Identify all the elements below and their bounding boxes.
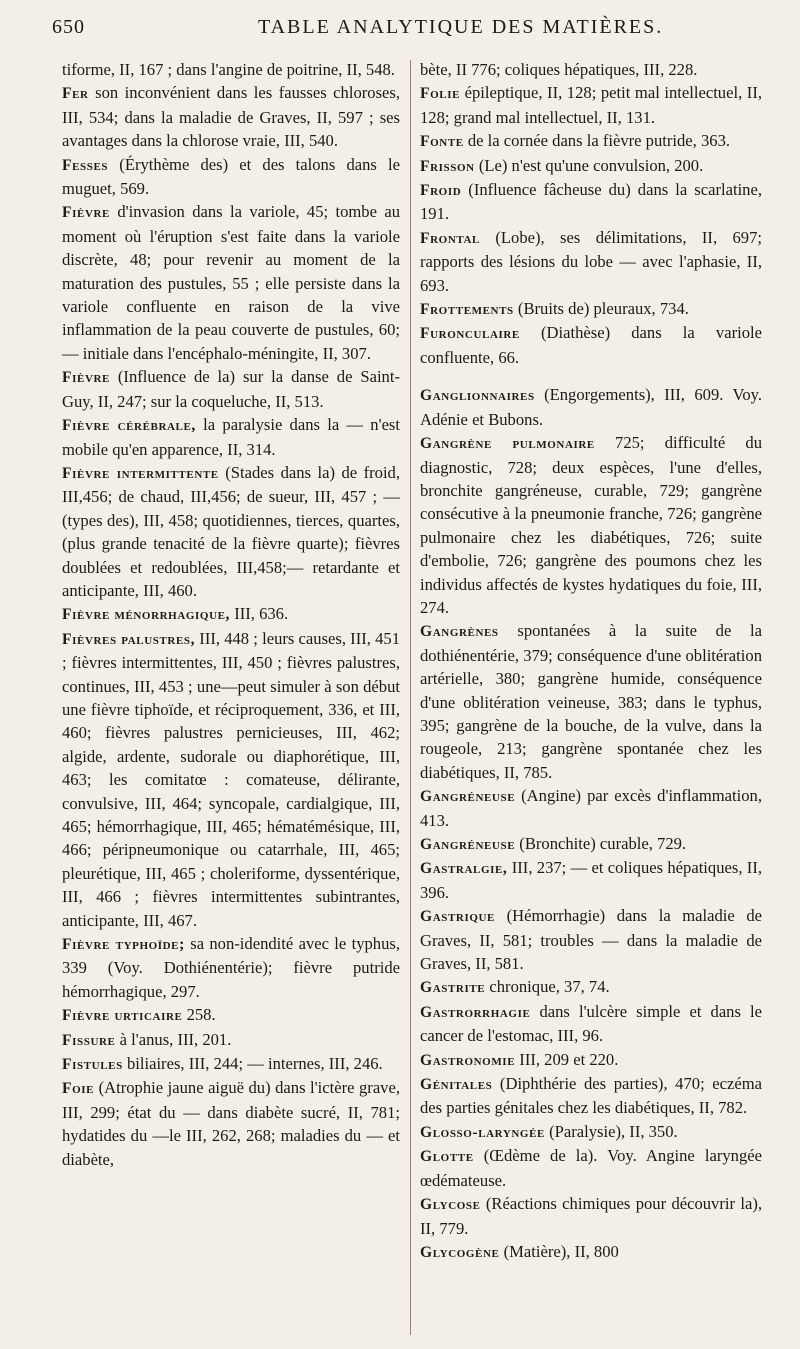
index-entry xyxy=(62,627,400,932)
entry-text: (Paralysie), II, 350. xyxy=(544,1121,678,1141)
entry-headword: Froid xyxy=(420,182,462,200)
entry-text: son inconvénient dans les fausses chloroses, III, 534; dans la maladie de Graves, II, 597 ; ses avantages dans la chlorose vraie, III, 540. xyxy=(62,83,400,151)
index-entry xyxy=(62,1003,400,1027)
entry-headword: Gangréneuse xyxy=(420,836,516,853)
entry-headword: Frontal xyxy=(420,229,480,247)
index-entry xyxy=(420,431,762,619)
index-entry xyxy=(62,602,400,626)
index-entry xyxy=(420,619,762,784)
index-entry xyxy=(420,321,762,369)
entry-text: (Engorgements), III, 609. Voy. Adénie et Bubons. xyxy=(420,385,762,429)
entry-headword: Fièvre xyxy=(62,204,110,222)
entry-headword: Gangrène pulmonaire xyxy=(420,435,595,453)
index-entry xyxy=(420,383,762,431)
entry-headword: Furonculaire xyxy=(420,325,520,343)
index-entry xyxy=(62,58,400,81)
entry-text: (Angine) par excès d'inflammation, 413. xyxy=(420,786,762,830)
entry-text: (Bronchite) curable, 729. xyxy=(515,834,687,853)
index-entry xyxy=(62,153,400,201)
entry-text: de la cornée dans la fièvre putride, 363. xyxy=(463,131,731,151)
index-entry xyxy=(420,975,762,999)
entry-headword: Gastrique xyxy=(420,908,495,926)
entry-headword: Fissure xyxy=(62,1031,116,1049)
entry-text: (Bruits de) pleuraux, 734. xyxy=(513,299,689,319)
index-entry xyxy=(62,1052,400,1076)
index-entry xyxy=(420,904,762,975)
entry-headword: Frottements xyxy=(420,301,514,319)
entry-headword: Glotte xyxy=(420,1148,474,1166)
entry-text: (Influence fâcheuse du) dans la scarlatine, 191. xyxy=(420,180,762,224)
index-entry xyxy=(62,1076,400,1171)
entry-text: (Réactions chimiques pour découvrir la), II, 779. xyxy=(420,1194,762,1238)
entry-text: (Lobe), ses délimitations, II, 697; rapports des lésions du lobe — avec l'aphasie, II, 693. xyxy=(420,227,762,295)
entry-headword: Fièvre ménorrhagique, xyxy=(62,606,231,624)
entry-text: chronique, 37, 74. xyxy=(485,977,610,997)
entry-text: (Stades dans la) de froid, III,456; de chaud, III,456; de sueur, III, 457 ; — (types des), III, 458; quotidiennes, tierces, quartes, (plus grande tenacité de la fièvre quarte); fièvres doublées et redoublées, III,458;— retardante et anticipante, III, 460. xyxy=(62,462,401,600)
index-entry xyxy=(420,297,762,321)
entry-text: (Érythème des) et des talons dans le muguet, 569. xyxy=(62,154,400,199)
index-entry xyxy=(420,1240,762,1264)
entry-headword: Fistules xyxy=(62,1056,123,1074)
index-entry xyxy=(420,832,762,856)
entry-headword: Fièvres palustres, xyxy=(62,630,196,648)
index-column-right xyxy=(420,58,762,1264)
entry-text: (Influence de la) sur la danse de Saint-Guy, II, 247; sur la coqueluche, II, 513. xyxy=(62,367,400,411)
entry-text: épileptique, II, 128; petit mal intellectuel, II, 128; grand mal intellectuel, II, 131. xyxy=(420,83,762,127)
entry-text: (Diphthérie des parties), 470; eczéma des parties génitales chez les diabétiques, II, 782. xyxy=(420,1074,762,1118)
running-title: TABLE ANALYTIQUE DES MATIÈRES. xyxy=(258,16,664,38)
entry-text: (Hémorrhagie) dans la maladie de Graves, II, 581; troubles — dans la maladie de Graves, II, 581. xyxy=(420,906,762,974)
index-entry xyxy=(420,81,762,129)
entry-text: III, 448 ; leurs causes, III, 451 ; fièvres intermittentes, III, 450 ; fièvres palustres, continues, III, 453 ; une—peut simuler à son début une fièvre tiphoïde, et réciproquement, 336, et III, 460; fièvres palustres pernicieuses, III, 462; algide, ardente, sudorale ou diaphorétique, III, 463; les comitatœ : comateuse, délirante, convulsive, III, 464; syncopale, cardialgique, III, 465; hémorrhagique, III, 465; hématémésique, III, 466; péripneumonique ou catarrhale, III, 465; pleurétique, III, 465 ; choleriforme, dyssentérique, III, 466 ; fièvres intermittentes subintrantes, anticipante, III, 467. xyxy=(62,628,400,930)
index-entry xyxy=(62,461,400,602)
entry-headword: Gastronomie xyxy=(420,1051,516,1069)
entry-headword: Folie xyxy=(420,85,461,103)
index-entry xyxy=(420,226,762,297)
entry-text: III, 237; — et coliques hépatiques, II, 396. xyxy=(420,858,762,902)
entry-text: bète, II 776; coliques hépatiques, III, 228. xyxy=(420,60,698,79)
index-entry xyxy=(62,365,400,413)
entry-headword: Fonte xyxy=(420,133,464,151)
entry-headword: Ganglionnaires xyxy=(420,387,535,405)
entry-text: d'invasion dans la variole, 45; tombe au moment où l'éruption s'est faite dans la variole discrète, 48; pour revenir au moment de la maturation des pustules, 55 ; elle persiste dans la variole confluente en raison de la vive inflammation de la peau couverte de pustules, 60; — initiale dans l'encéphalo-méningite, II, 307. xyxy=(62,202,400,363)
entry-text: (Diathèse) dans la variole confluente, 66. xyxy=(420,323,762,367)
entry-text: (Atrophie jaune aiguë du) dans l'ictère grave, III, 299; état du — dans diabète sucré, II, 781; hydatides du —le III, 262, 268; maladies du — et diabète, xyxy=(62,1078,400,1169)
entry-headword: Foie xyxy=(62,1080,95,1098)
index-entry xyxy=(420,154,762,178)
index-entry xyxy=(420,1072,762,1120)
index-entry xyxy=(420,1048,762,1072)
entry-text: tiforme, II, 167 ; dans l'angine de poitrine, II, 548. xyxy=(62,60,395,79)
section-gap xyxy=(420,369,762,383)
entry-text: spontanées à la suite de la dothiénentérie, 379; conséquence d'une oblitération artérielle, 380; gangrène humide, conséquence d'une oblitération veineuse, 383; dans le typhus, 395; gangrène de la bouche, de la vulve, dans la rougeole, 213; gangrène spontanée chez les diabétiques, II, 785. xyxy=(420,621,762,782)
index-entry xyxy=(420,1120,762,1144)
entry-headword: Fièvre xyxy=(62,369,110,387)
entry-text: à l'anus, III, 201. xyxy=(115,1029,232,1049)
index-entry xyxy=(62,413,400,461)
entry-text: (Matière), II, 800 xyxy=(499,1241,619,1261)
entry-headword: Fer xyxy=(62,85,89,103)
entry-headword: Fièvre typhoïde; xyxy=(62,936,185,954)
index-entry xyxy=(420,178,762,226)
index-entry xyxy=(62,81,400,152)
entry-headword: Fesses xyxy=(62,156,109,174)
index-entry xyxy=(420,1192,762,1240)
entry-headword: Gastralgie, xyxy=(420,860,508,878)
entry-text: 725; difficulté du diagnostic, 728; deux espèces, l'une d'elles, bronchite gangréneuse, curable, 729; gangrène consécutive à la pneumonie franche, 726; gangrène pulmonaire chez les diabétiques, 726; suite d'embolie, 726; gangrène des poumons chez les individus affectés de kystes hydatiques du foie, III, 274. xyxy=(420,433,762,617)
entry-headword: Glosso-laryngée xyxy=(420,1123,545,1141)
column-divider xyxy=(410,60,411,1335)
entry-text: 258. xyxy=(182,1005,216,1025)
entry-text: (Le) n'est qu'une convulsion, 200. xyxy=(474,155,704,175)
entry-headword: Fièvre cérébrale, xyxy=(62,417,196,435)
index-entry xyxy=(62,200,400,365)
entry-headword: Frisson xyxy=(420,157,475,175)
entry-headword: Fièvre urticaire xyxy=(62,1007,183,1025)
index-entry xyxy=(420,1000,762,1048)
index-entry xyxy=(62,932,400,1003)
entry-text: III, 636. xyxy=(230,604,289,624)
entry-text: (Œdème de la). Voy. Angine laryngée œdémateuse. xyxy=(420,1146,762,1190)
entry-text: dans l'ulcère simple et dans le cancer de l'estomac, III, 96. xyxy=(420,1001,762,1046)
index-entry xyxy=(420,129,762,153)
entry-headword: Fièvre intermittente xyxy=(62,464,219,482)
index-entry xyxy=(420,1144,762,1192)
entry-headword: Gastrorrhagie xyxy=(420,1003,531,1021)
entry-headword: Glycose xyxy=(420,1196,481,1214)
index-entry xyxy=(62,1028,400,1052)
entry-text: sa non-idendité avec le typhus, 339 (Voy. Dothiénentérie); fièvre putride hémorrhagique, 297. xyxy=(62,934,400,1001)
entry-headword: Gastrite xyxy=(420,979,486,997)
index-entry xyxy=(420,58,762,81)
page-number: 650 xyxy=(52,16,85,38)
entry-text: biliaires, III, 244; — internes, III, 246. xyxy=(122,1054,383,1074)
entry-headword: Gangrènes xyxy=(420,623,499,641)
index-column-left xyxy=(62,58,400,1171)
entry-headword: Génitales xyxy=(420,1076,493,1094)
index-entry xyxy=(420,784,762,832)
entry-text: III, 209 et 220. xyxy=(515,1049,619,1069)
entry-headword: Glycogène xyxy=(420,1243,500,1261)
index-entry xyxy=(420,856,762,904)
entry-headword: Gangréneuse xyxy=(420,788,516,806)
entry-text: la paralysie dans la — n'est mobile qu'en apparence, II, 314. xyxy=(62,415,401,459)
page-header xyxy=(0,10,800,50)
